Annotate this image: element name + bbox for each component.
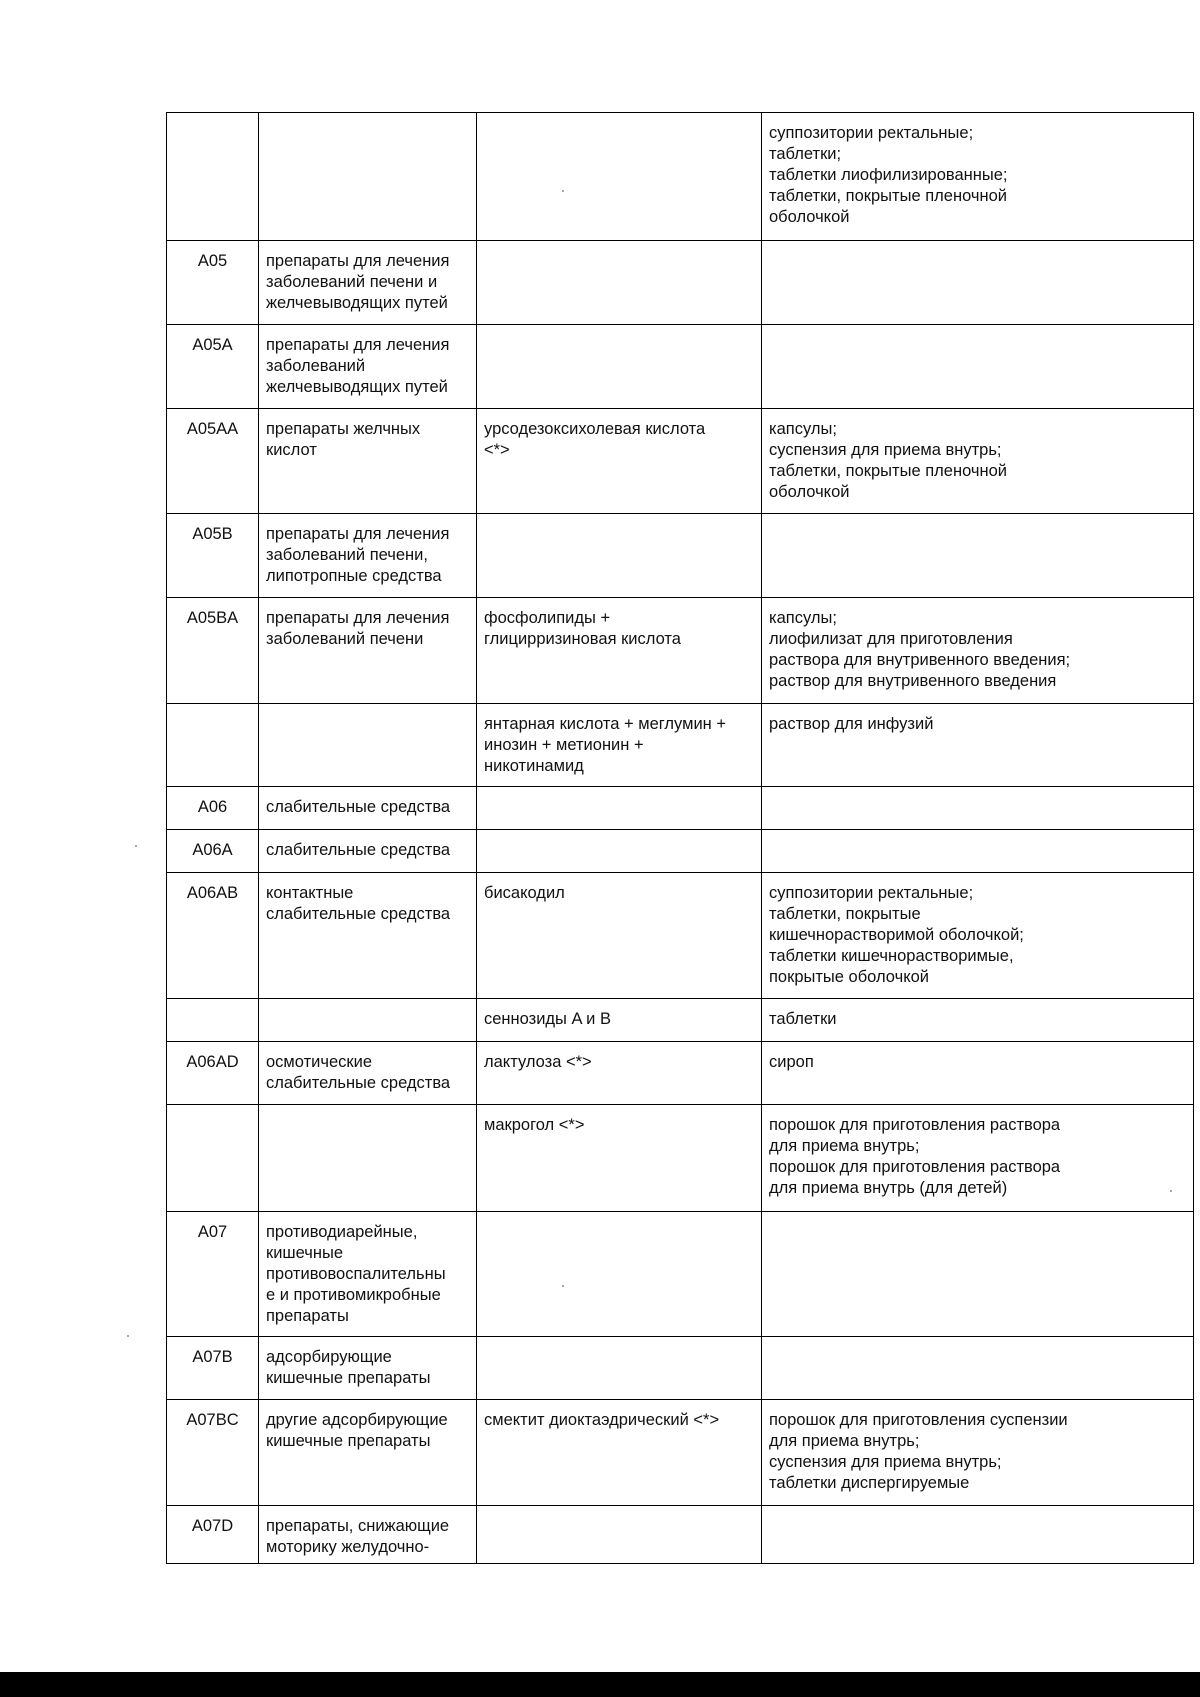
dosage-forms-cell: суппозитории ректальные; таблетки; таблетки лиофилизированные; таблетки, покрытые пленочной оболочкой xyxy=(762,113,1194,241)
table-row xyxy=(167,999,1194,1042)
group-cell: слабительные средства xyxy=(259,830,477,873)
substance-cell: урсодезоксихолевая кислота <*> xyxy=(477,409,762,514)
atc-code-cell: A06 xyxy=(167,787,259,830)
group-cell: другие адсорбирующие кишечные препараты xyxy=(259,1400,477,1506)
table-row xyxy=(167,325,1194,409)
substance-cell xyxy=(477,113,762,241)
dosage-forms-cell: порошок для приготовления суспензии для приема внутрь; суспензия для приема внутрь; таблетки диспергируемые xyxy=(762,1400,1194,1506)
table-row xyxy=(167,704,1194,787)
scan-speck xyxy=(1170,1190,1172,1192)
substance-cell: макрогол <*> xyxy=(477,1105,762,1212)
atc-code-cell xyxy=(167,999,259,1042)
group-cell: препараты желчных кислот xyxy=(259,409,477,514)
table-row xyxy=(167,113,1194,241)
table-row xyxy=(167,1337,1194,1400)
table-row xyxy=(167,241,1194,325)
substance-cell xyxy=(477,830,762,873)
dosage-forms-cell xyxy=(762,787,1194,830)
atc-code-cell: A07BC xyxy=(167,1400,259,1506)
dosage-forms-cell: порошок для приготовления раствора для приема внутрь; порошок для приготовления раствора для приема внутрь (для детей) xyxy=(762,1105,1194,1212)
dosage-forms-cell xyxy=(762,514,1194,598)
atc-code-cell: A07 xyxy=(167,1212,259,1337)
substance-cell: смектит диоктаэдрический <*> xyxy=(477,1400,762,1506)
group-cell xyxy=(259,1105,477,1212)
substance-cell: лактулоза <*> xyxy=(477,1042,762,1105)
atc-code-cell: A07B xyxy=(167,1337,259,1400)
scan-speck xyxy=(135,845,137,847)
table-row xyxy=(167,830,1194,873)
table-row xyxy=(167,1042,1194,1105)
dosage-forms-cell: сироп xyxy=(762,1042,1194,1105)
table-row xyxy=(167,873,1194,999)
group-cell: препараты для лечения заболеваний печени, липотропные средства xyxy=(259,514,477,598)
dosage-forms-cell: таблетки xyxy=(762,999,1194,1042)
atc-code-cell: A06A xyxy=(167,830,259,873)
substance-cell xyxy=(477,325,762,409)
atc-code-cell: A05BA xyxy=(167,598,259,704)
dosage-forms-cell: капсулы; лиофилизат для приготовления раствора для внутривенного введения; раствор для внутривенного введения xyxy=(762,598,1194,704)
dosage-forms-cell xyxy=(762,241,1194,325)
table-row xyxy=(167,1105,1194,1212)
atc-code-cell xyxy=(167,1105,259,1212)
substance-cell xyxy=(477,241,762,325)
atc-code-cell xyxy=(167,113,259,241)
substance-cell: фосфолипиды + глицирризиновая кислота xyxy=(477,598,762,704)
group-cell xyxy=(259,113,477,241)
scan-edge-bar xyxy=(0,1672,1200,1697)
scan-speck xyxy=(562,190,564,192)
group-cell: препараты для лечения заболеваний желчевыводящих путей xyxy=(259,325,477,409)
scan-speck xyxy=(127,1335,129,1337)
group-cell: препараты для лечения заболеваний печени xyxy=(259,598,477,704)
substance-cell: сеннозиды A и B xyxy=(477,999,762,1042)
dosage-forms-cell xyxy=(762,1212,1194,1337)
table-row xyxy=(167,1506,1194,1564)
dosage-forms-cell xyxy=(762,325,1194,409)
dosage-forms-cell: раствор для инфузий xyxy=(762,704,1194,787)
atc-code-cell: A05B xyxy=(167,514,259,598)
group-cell xyxy=(259,704,477,787)
scan-speck xyxy=(562,1285,564,1287)
dosage-forms-cell xyxy=(762,830,1194,873)
table-row xyxy=(167,1212,1194,1337)
substance-cell: янтарная кислота + меглумин + инозин + метионин + никотинамид xyxy=(477,704,762,787)
table-row xyxy=(167,514,1194,598)
substance-cell xyxy=(477,1506,762,1564)
table-row xyxy=(167,787,1194,830)
group-cell: противодиарейные, кишечные противовоспалительны е и противомикробные препараты xyxy=(259,1212,477,1337)
dosage-forms-cell: суппозитории ректальные; таблетки, покрытые кишечнорастворимой оболочкой; таблетки кишечнорастворимые, покрытые оболочкой xyxy=(762,873,1194,999)
substance-cell xyxy=(477,1212,762,1337)
atc-code-cell: A06AB xyxy=(167,873,259,999)
group-cell: контактные слабительные средства xyxy=(259,873,477,999)
group-cell: осмотические слабительные средства xyxy=(259,1042,477,1105)
substance-cell xyxy=(477,787,762,830)
table-row xyxy=(167,1400,1194,1506)
dosage-forms-cell xyxy=(762,1506,1194,1564)
table-row xyxy=(167,598,1194,704)
atc-code-cell: A07D xyxy=(167,1506,259,1564)
group-cell: препараты для лечения заболеваний печени и желчевыводящих путей xyxy=(259,241,477,325)
group-cell: слабительные средства xyxy=(259,787,477,830)
substance-cell: бисакодил xyxy=(477,873,762,999)
drug-list-table xyxy=(166,112,1194,1564)
substance-cell xyxy=(477,1337,762,1400)
substance-cell xyxy=(477,514,762,598)
atc-code-cell: A05 xyxy=(167,241,259,325)
group-cell xyxy=(259,999,477,1042)
group-cell: адсорбирующие кишечные препараты xyxy=(259,1337,477,1400)
dosage-forms-cell: капсулы; суспензия для приема внутрь; таблетки, покрытые пленочной оболочкой xyxy=(762,409,1194,514)
dosage-forms-cell xyxy=(762,1337,1194,1400)
atc-code-cell xyxy=(167,704,259,787)
table-row xyxy=(167,409,1194,514)
atc-code-cell: A06AD xyxy=(167,1042,259,1105)
atc-code-cell: A05AA xyxy=(167,409,259,514)
group-cell: препараты, снижающие моторику желудочно- xyxy=(259,1506,477,1564)
atc-code-cell: A05A xyxy=(167,325,259,409)
